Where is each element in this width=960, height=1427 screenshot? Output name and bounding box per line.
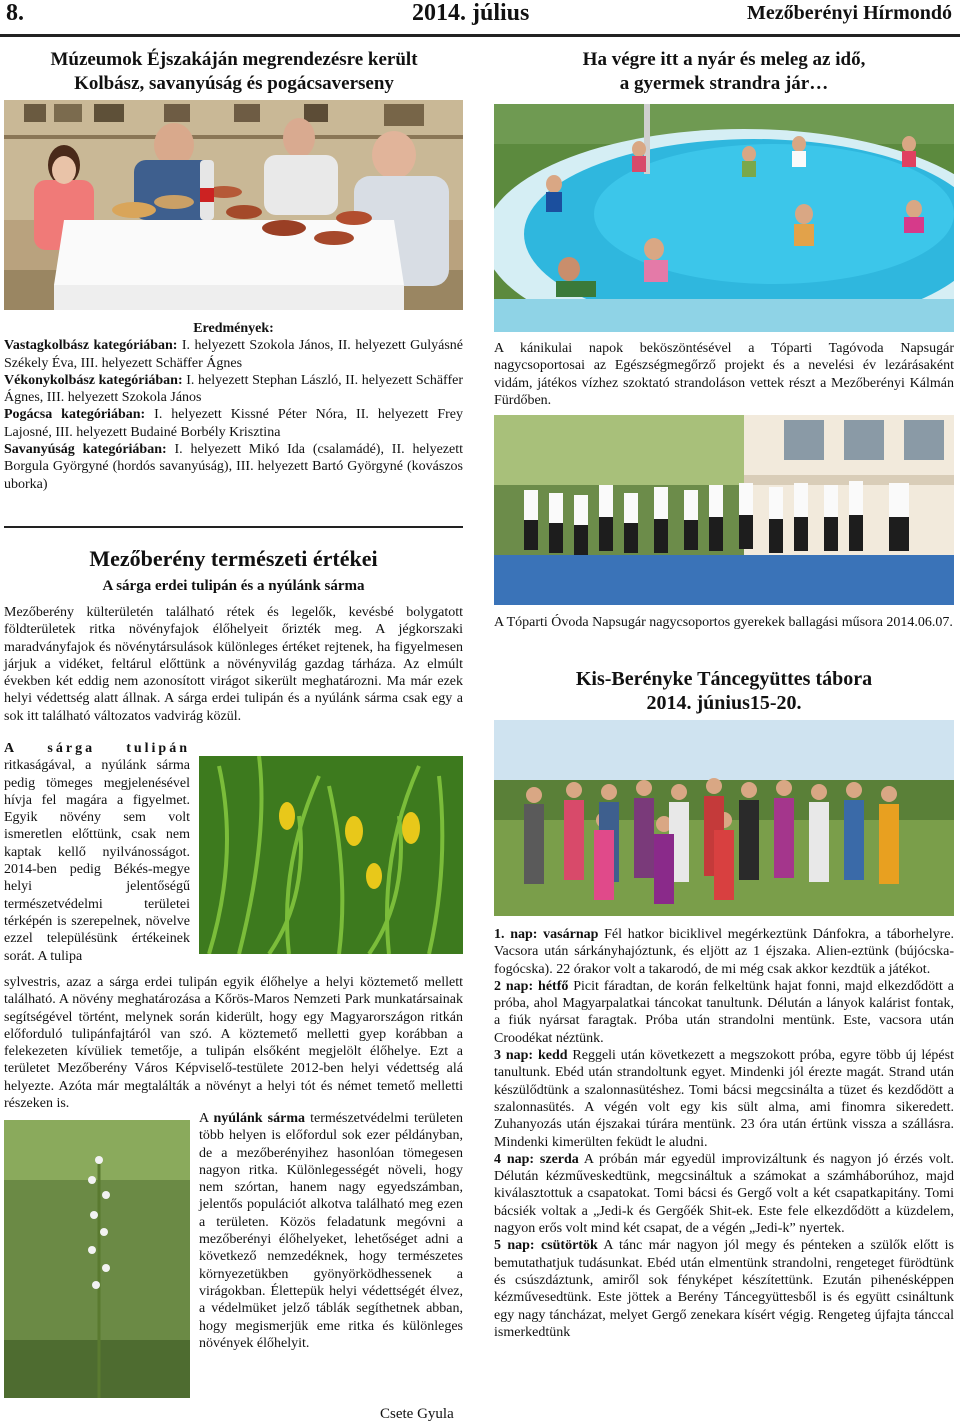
diary-day: 1. nap: vasárnap Fél hatkor biciklivel megérkeztünk Dánfokra, a táborhelyre. Vacsora után sárkányhajóztunk, és eljött az 1 éjszaka. Alien-eztünk (bújócska-fogócska). 22 órakor volt a takarodó, de mi még csak akkor kezdtük a játékot. (494, 927, 954, 977)
pool-text: A kánikulai napok beköszöntésével a Tóparti Tagóvoda Napsugár nagycsoportosai az Egészségmegőrző projekt és a nevelési év lezárásaként vidám, játékos vízhez szoktató strandoláson vettek részt a Mezőberényi Kálmán Fürdőben. (494, 341, 954, 408)
museum-headline (4, 48, 464, 96)
result-item: Vékonykolbász kategóriában: I. helyezett Stephan László, II. helyezett Schäffer Ágnes, III. helyezett Szokola János (4, 372, 463, 406)
dance-diary (494, 926, 954, 1341)
nature-subtitle: A sárga erdei tulipán és a nyúlánk sárma (102, 578, 365, 594)
nature-para2: sylvestris, azaz a sárga erdei tulipán egyik élőhelye a helyi köztemető mellett található. A növény meghatározása a Kőrös-Maros Nemzeti Park munkatársainak segítségével történt, melynek során kiderült, hogy egy Magyarországon ritkán előforduló tulipánfajtáról van szó. A köztemető melletti gyep korábban a felekezeten kívüliek temetője, a tulipán elsőként megjelölt élőhelye. Ezt a területet Mezőberény Város Képviselő-testülete 2012-ben helyi védettség alá helyezte. Azóta már megtalálták a növényt a helyi tót és német temető melletti részeken is. (4, 975, 463, 1112)
tulip-photo (199, 756, 463, 954)
diary-day: 5 nap: csütörtök A tánc már nagyon jól megy és pénteken a szülők előtt is bemutathatjuk tudásunkat. Ebéd után elmentünk strandolni, rengeteget fürödtünk és csúszdáztunk, amiről sok fényképet készítettünk. Ezután pihenésképpen kézművesedtünk. Este jöttek a Berény Táncegyüttesből is és együtt csináltunk egy nagy táncházat, melyet Gergő zenekara kísért végig. Rengeteg újfajta tánccal ismerkedtünk (494, 1238, 954, 1340)
sarma-text: A nyúlánk sárma természetvédelmi területen több helyen is előfordul sok ezer példányban, de a mezőberényihez hasonlóan tömegesen nagyon ritka. Különlegességét növeli, hogy nem szórtan, hanem nagy egyedszámban, jelentős populációt alkotva található meg ezen a területen. Közös feladatunk megóvni a mezőberényi élőhelyeket, lehetőséget adni a következő nemzedéknek, hogy természetes környezetükben gyönyörködhessenek a virágokban. Élettерük helyi védettségét élvez, a védelmüket jelző táblák segíthetnek abban, hogy megismerjük eme ritka és különleges növények élőhelyit. (199, 1111, 463, 1351)
museum-photo (4, 100, 463, 310)
article-author: Csete Gyula (380, 1406, 454, 1422)
result-item: Pogácsa kategóriában: I. helyezett Kissné Péter Nóra, II. helyezett Frey Lajosné, III. helyezett Budainé Borbély Krisztina (4, 407, 463, 440)
nature-title: Mezőberény természeti értékei (89, 546, 378, 571)
sarma-photo (4, 1120, 190, 1398)
museum-title-line1: Múzeumok Éjszakáján megrendezésre került (50, 49, 418, 70)
pool-photo (494, 104, 954, 332)
nature-para1: Mezőberény külterületén található rétek és legelők, kevésbé bolygatott földterületek ritka növényfajok élőhelyeit őrizték meg. A jégkorszaki maradványfajok és növénytársulások különleges értéket rejtenek, ha figyelmesen járjuk a vidéket, feltárul előttünk a növényvilág gazdag tárháza. Az elmúlt években két eddig nem azonosított virágot sikerült meghatározni. Ma már ezek helyi védettség alatt állnak. A sárga erdei tulipán és a nyúlánk sárma csak egy a sok itt található változatos vadvirág közül. (4, 605, 463, 724)
dance-title-line2: 2014. június15-20. (646, 692, 802, 714)
diary-day: 3 nap: kedd Reggeli után következett a megszokott próba, egyre több új lépést tanultunk. Ebéd után strandoltunk egyet. Mindenki jól érezte magát. Strand után készülődtünk a szalonnasütéshez. Tomi bácsi megcsinálta a tüzet és kezdődött a szalonnasütés. A végén volt egy kis sült alma, ami finomra sikeredett. Zuhanyozás után éjszakai túrára mentünk. 23 óra után értünk vissza a szállásra. Mindenki kimerülten feküdt le aludni. (494, 1048, 954, 1150)
issue-date: 2014. július (412, 0, 530, 26)
museum-results (4, 320, 463, 493)
dance-title-line1: Kis-Berényke Táncegyüttes tábora (575, 668, 873, 690)
diary-day: 2 nap: hétfő Picit fáradtan, de korán felkeltünk hajat fonni, majd elkezdődött a próba, ahol Magyarpalatkai táncokat tanultunk. Délután a lányok kalárist fontak, a fiúk nyársat faragtak. Próba után strandolni mentünk. Este, vacsora után Croodékat néztünk. (494, 978, 954, 1046)
diary-day: 4 nap: szerda A próbán már egyedül improvizáltunk és nagyon jó érzés volt. Délután kézműveskedtünk, megcsináltuk a számokat a számháborúhoz, majd kiválasztottuk a csapatokat. Tomi bácsi és Gergő volt a két csapatkapitány. Tomi bácsiék voltak a „Jedi-k és Gergőék Shit-ek. Este fele elkezdődött a küzdelem, nagyon erős volt mind két csapat, de a végén „Jedi-k” nyertek. (494, 1151, 954, 1237)
publication-name: Mezőberényi Hírmondó (747, 2, 952, 24)
pool-headline (494, 48, 954, 96)
kindergarten-photo (494, 415, 954, 605)
section-divider (4, 526, 463, 528)
pool-title-line1: Ha végre itt a nyár és meleg az idő, (582, 49, 866, 70)
page-header (0, 0, 960, 37)
results-heading: Eredmények: (193, 321, 274, 336)
tulip-text: A sárga tulipán ritkaságával, a nyúlánk sárma pedig tömeges megjelenésével hívja fel magára a figyelmet. Egyik növény sem volt ismeretlen előttünk, csak nem kaptak kellő nyilvánosságot. 2014-ben pedig Békés-megye helyi jelentőségű természetvédelmi területei térképén is szerepelnek, növelve ezzel településünk értékeinek sorát. A tulipa (4, 741, 190, 964)
dance-title (494, 667, 954, 715)
result-item: Vastagkolbász kategóriában: I. helyezett Szokola János, II. helyezett Gulyásné Székely Éva, III. helyezett Schäffer Ágnes (4, 338, 464, 371)
result-item: Savanyúság kategóriában: I. helyezett Mikó Ida (csalamádé), II. helyezett Borgula Györgyné (hordós savanyúság), III. helyezett Bartó Györgyné (kovászos uborka) (4, 442, 464, 492)
kindergarten-caption: A Tóparti Óvoda Napsugár nagycsoportos gyerekek ballagási műsora 2014.06.07. (494, 615, 953, 630)
museum-title-line2: Kolbász, savanyúság és pogácsaverseny (74, 73, 394, 94)
pool-title-line2: a gyermek strandra jár… (619, 73, 829, 94)
page-number: 8. (6, 0, 24, 26)
dance-group-photo (494, 720, 954, 916)
